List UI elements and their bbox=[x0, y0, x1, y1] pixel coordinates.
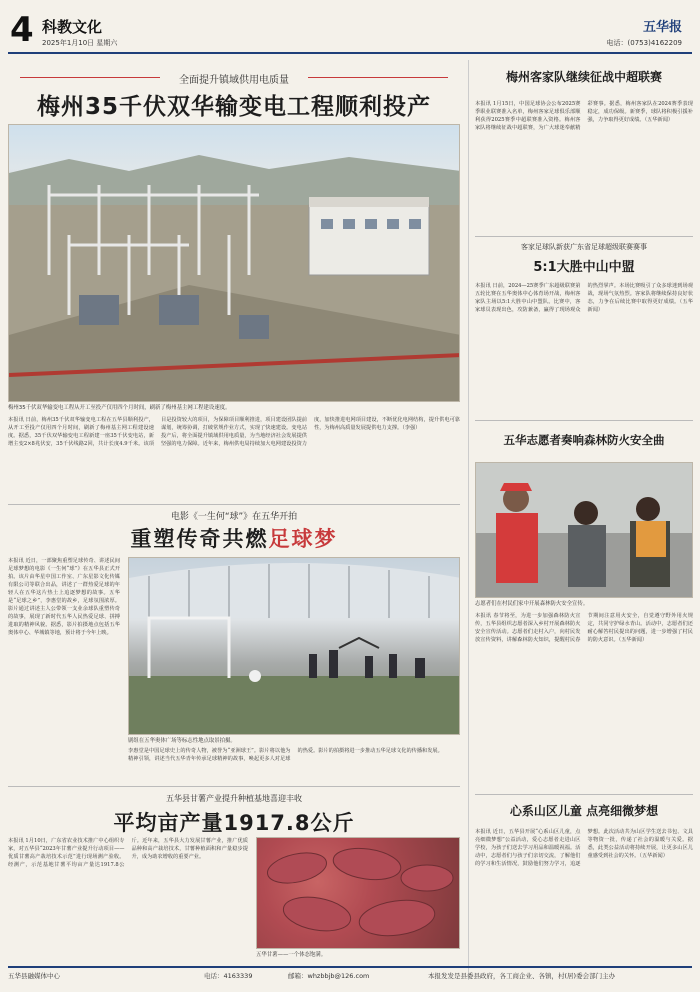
stadium-roof bbox=[129, 563, 460, 618]
sweet-potatoes bbox=[265, 844, 453, 940]
story3-headline: 五华志愿者奏响森林防火安全曲 bbox=[503, 433, 665, 447]
page-number: 4 bbox=[10, 10, 34, 50]
football-story bbox=[8, 504, 460, 782]
potato-story bbox=[8, 786, 460, 962]
football-photo-caption: 剧组在五华奥体广场等标志性地点取景拍摄。 bbox=[128, 738, 236, 744]
lead-photo-caption: 梅州35千伏双华输变电工程从开工至投产仅用四个月时间，刷新了梅州基主网工程建设速度。 bbox=[8, 405, 231, 411]
footer-publisher: 五华县融媒体中心 bbox=[8, 972, 60, 980]
film-crew bbox=[309, 650, 425, 678]
volunteers-photo bbox=[475, 462, 693, 598]
masthead bbox=[8, 8, 692, 54]
issue-date: 2025年1月10日 星期六 bbox=[42, 39, 118, 47]
control-building bbox=[309, 205, 429, 275]
volunteers-illustration bbox=[476, 463, 693, 598]
football-headline-red: 足球梦 bbox=[268, 527, 338, 551]
story1-body-text: 本报讯 1月15日，中国足球协会公布2025赛季职业联赛准入名单，梅州客家足球俱乐部顺利获得2025赛季中超联赛准入资格。梅州客家队将继续征战中超联赛，为广大球迷奉献精彩赛事。据悉，梅州客家队在2024赛季表现稳定，成功保级。新赛季，球队将积极引援补强，力争取得更好成绩。（五华新闻） bbox=[475, 101, 693, 131]
section-name: 科教文化 bbox=[42, 18, 103, 36]
newspaper-page bbox=[8, 8, 692, 984]
story2-kicker: 客家足球队新获广东省足球超级联赛赛事 bbox=[521, 243, 647, 251]
lead-story bbox=[8, 60, 460, 502]
footer-phone: 电话：4163339 bbox=[204, 972, 253, 980]
footer-email: 邮箱：whzbbjb@126.com bbox=[288, 972, 370, 980]
potato-headline: 平均亩产量1917.8公斤 bbox=[113, 811, 355, 835]
story4-headline: 心系山区儿童 点亮细微梦想 bbox=[509, 804, 659, 818]
story4-body-text: 本报讯 近日，五华县开展“心系山区儿童，点亮细微梦想”公益活动，爱心志愿者走进山区学校，为孩子们送去学习用品和温暖祝福。活动中，志愿者们与孩子们亲切交流，了解他们的学习和生活情况，鼓励他们努力学习，追逐梦想。此次活动共为山区学生送去书包、文具等物资一批，传递了社会的温暖与关爱。据悉，此类公益活动将持续开展，让更多山区儿童感受到社会的关怀。（五华新闻） bbox=[475, 829, 693, 867]
lead-body-text: 本报讯 日前，梅州35千伏双华输变电工程在五华县顺利投产，从开工至投产仅用四个月时间，刷新了梅州基主网工程建设速度。据悉，35千伏双华输变电工程新建一座35千伏变电站，新增主变2×8兆伏安，35千伏线路2回，共计长度4.9千米。该项目是投资较大的项目，为保障项目顺利推进，项目建设团队提前谋划，统筹协调，打破常规作业方式，实现了快速建设。变电站投产后，将全面提升镇域供用电质量，为当地经济社会发展提供坚强的电力保障。近年来，梅州供电局持续加大电网建设投资力度，加快推进电网项目建设，不断优化电网结构，提升供电可靠性，为梅州高质量发展提供电力支撑。（李强） bbox=[8, 417, 460, 447]
story1-headline: 梅州客家队继续征战中超联赛 bbox=[505, 70, 662, 84]
football-headline-black: 重塑传奇共燃 bbox=[130, 527, 269, 551]
film-shoot-illustration bbox=[129, 558, 460, 735]
story3-body-text: 本报讯 春节将至，为进一步加强森林防火宣传，五华县组织志愿者深入乡村开展森林防火安全宣传活动。志愿者们走村入户，向村民发放宣传资料，讲解森林防火知识，提醒村民春节期间注意用火安全，自觉遵守野外用火规定，共同守护绿水青山。活动中，志愿者们还耐心解答村民提出的问题，进一步增强了村民的防火意识。（五华新闻） bbox=[475, 613, 693, 643]
potato-kicker: 五华县甘薯产业提升种植基地喜迎丰收 bbox=[166, 794, 302, 803]
pitch bbox=[129, 676, 460, 735]
football-kicker: 电影《一生何“球”》在五华开拍 bbox=[170, 512, 298, 522]
football-ball bbox=[249, 670, 261, 682]
page-footer bbox=[8, 966, 692, 984]
potato-photo-caption: 五华甘薯——一个体态饱满。 bbox=[256, 952, 327, 958]
camera-boom bbox=[339, 638, 379, 648]
football-headline bbox=[8, 523, 460, 553]
sweet-potato-photo bbox=[256, 837, 460, 949]
story3-photo-caption: 志愿者们在村民们家中开展森林防火安全宣传。 bbox=[475, 601, 589, 607]
substation-photo bbox=[8, 124, 460, 402]
editor-contact: 电话：(0753)4162209 bbox=[606, 39, 682, 47]
divider bbox=[475, 420, 693, 421]
lead-headline: 梅州35千伏双华输变电工程顺利投产 bbox=[36, 94, 431, 120]
lead-kicker-row bbox=[8, 68, 460, 86]
football-left-text: 本报讯 近日，一部聚焦重塑足球传奇、讲述民间足球梦想的电影《一生何“球”》在五华县正式开拍。该片由华星中国工作室、广东星影文化传媒有限公司等联合出品，讲述了一群热爱足球的年轻人在五华这片热土上追逐梦想的故事。五华是“足球之乡”，李惠堂的故乡，足球氛围浓厚。影片通过讲述主人公带领一支业余球队重塑传奇的故事，展现了新时代五华人民热爱足球、拼搏进取的精神风貌。据悉，影片拍摄地点包括五华奥体中心、华城镇等地，预计将于今年上映。 bbox=[8, 558, 120, 636]
story2-headline: 5:1大胜中山中盟 bbox=[533, 260, 635, 275]
building-roof bbox=[309, 197, 429, 207]
football-photo-text: 李惠堂是中国足球史上的传奇人物，被誉为“亚洲球王”。影片将以他为精神引领，讲述当代五华青年传承足球精神的故事，唤起更多人对足球的热爱。影片的拍摄将进一步推动五华足球文化的传播和发展。 bbox=[128, 748, 443, 762]
divider bbox=[475, 236, 693, 237]
divider bbox=[475, 794, 693, 795]
film-shoot-photo bbox=[128, 557, 460, 735]
footer-note: 本报发发是县委县政府，各工商企业、各镇，村(居)委会部门主办 bbox=[428, 972, 616, 980]
right-column bbox=[468, 60, 692, 980]
potato-body-text: 本报讯 1月10日，广东省农业技术推广中心组织专家，对五华县“2023年甘薯产业提升行动项目——优质甘薯高产栽培技术示范”进行现场测产验收。经测产，示范基地甘薯平均亩产量达1917.8公斤。近年来，五华县大力发展甘薯产业，推广优质品种和高产栽培技术，甘薯种植面积和产量稳步提升，成为助农增收的重要产业。 bbox=[8, 838, 248, 868]
newspaper-logo: 五华报 bbox=[642, 20, 682, 35]
substation-illustration bbox=[9, 125, 460, 402]
goal-frame bbox=[149, 618, 229, 678]
sweet-potato-illustration bbox=[257, 838, 460, 949]
story2-body-text: 本报讯 日前，2024—25赛季广东超级联赛第五轮比赛在五华奥体中心体育场开战，梅州客家队主场以5:1大胜中山中盟队。比赛中，客家球员表现出色，攻防兼备，赢得了现场观众的热烈掌声。本场比赛吸引了众多球迷到场观战，现场气氛热烈。客家队将继续保持良好状态，力争在后续比赛中取得更好成绩。（五华新闻） bbox=[475, 283, 693, 313]
lead-kicker: 全面提升镇域供用电质量 bbox=[179, 75, 289, 86]
